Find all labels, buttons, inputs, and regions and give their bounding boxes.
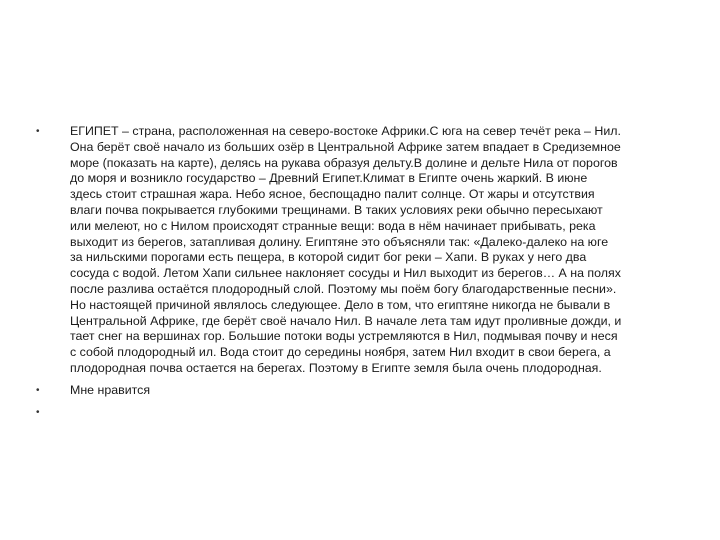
- like-text: Мне нравится: [70, 382, 151, 397]
- egypt-description-text: ЕГИПЕТ – страна, расположенная на северо-востоке Африки.С юга на север течёт река – Нил. Она берёт своё начало из больших озёр в Центральной Африке затем впадает в Средиземное море (показать на карте), делясь на рукава образуя дельту.В долине и дельте Нила от порогов до моря и возникло государство – Древний Египет.Климат в Египте очень жаркий. В июне здесь стоит страшная жара. Небо ясное, беспощадно палит солнце. От жары и отсутствия влаги почва покрывается глубокими трещинами. В таких условиях реки обычно пересыхают или мелеют, но с Нилом происходят странные вещи: вода в нём начинает прибывать, река выходит из берегов, затапливая долину. Египтяне это объясняли так: «Далеко-далеко на юге за нильскими порогами есть пещера, в которой сидит бог реки – Хапи. В руках у него два сосуда с водой. Летом Хапи сильнее наклоняет сосуды и Нил выходит из берегов… А на полях после разлива остаётся плодородный слой. Поэтому мы поём богу благодарственные песни». Но настоящей причиной являлось следующее. Дело в том, что египтяне никогда не бывали в Центральной Африке, где берёт своё начало Нил. В начале лета там идут проливные дожди, и тает снег на вершинах гор. Большие потоки воды устремляются в Нил, подмывая почву и неся с собой плодородный ил. Вода стоит до середины ноября, затем Нил входит в свои берега, а плодородная почва остается на берегах. Поэтому в Египте земля была очень плодородная.: [70, 124, 622, 375]
- bullet-list: [36, 124, 690, 426]
- bullet-item-description: [36, 124, 690, 377]
- bullet-icon: •: [36, 384, 40, 396]
- bullet-item-empty: [36, 405, 690, 421]
- bullet-icon: •: [36, 126, 40, 137]
- bullet-item-like: [36, 383, 690, 399]
- empty-bullet-text: [70, 405, 690, 421]
- bullet-icon: •: [36, 406, 40, 418]
